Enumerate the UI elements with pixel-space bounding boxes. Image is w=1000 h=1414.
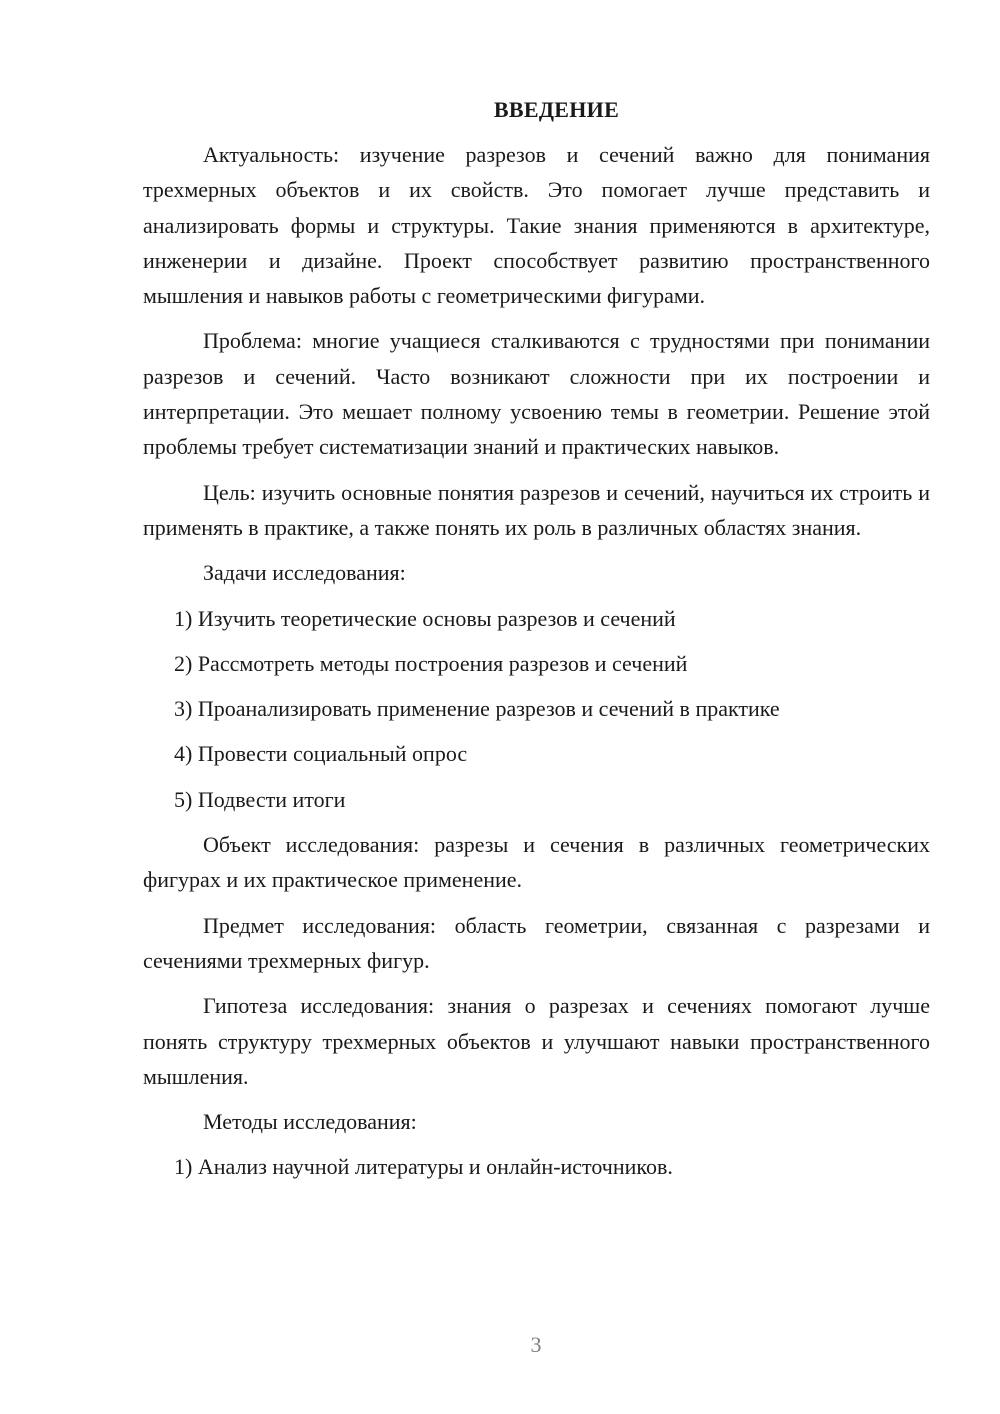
goal-paragraph: Цель: изучить основные понятия разрезов и сечений, научиться их строить и применять в практике, а также понять их роль в различных областях знания. (143, 479, 930, 540)
page-number: 3 (530, 1332, 542, 1357)
task-item-2: 2) Рассмотреть методы построения разрезов и сечений (174, 650, 688, 676)
task-item-4: 4) Провести социальный опрос (174, 741, 468, 767)
page-title: ВВЕДЕНИЕ (493, 97, 620, 122)
tasks-heading: Задачи исследования: (203, 560, 406, 586)
problem-paragraph: Проблема: многие учащиеся сталкиваются с трудностями при понимании разрезов и сечений. Часто возникают сложности при их построении и интерпретации. Это мешает полному усвоению темы в геометрии. Решение этой проблемы требует систематизации знаний и практических навыков. (143, 328, 930, 460)
object-paragraph: Объект исследования: разрезы и сечения в различных геометрических фигурах и их практическое применение. (143, 832, 930, 893)
subject-paragraph: Предмет исследования: область геометрии, связанная с разрезами и сечениями трехмерных фигур. (143, 912, 930, 973)
relevance-paragraph: Актуальность: изучение разрезов и сечений важно для понимания трехмерных объектов и их свойств. Это помогает лучше представить и анализировать формы и структуры. Такие знания применяются в архитектуре, инженерии и дизайне. Проект способствует развитию пространственного мышления и навыков работы с геометрическими фигурами. (143, 142, 930, 309)
method-item-1: 1) Анализ научной литературы и онлайн-источников. (174, 1154, 673, 1180)
hypothesis-paragraph: Гипотеза исследования: знания о разрезах и сечениях помогают лучше понять структуру трехмерных объектов и улучшают навыки пространственного мышления. (143, 993, 930, 1089)
task-item-1: 1) Изучить теоретические основы разрезов и сечений (174, 605, 676, 631)
task-item-5: 5) Подвести итоги (174, 786, 346, 812)
task-item-3: 3) Проанализировать применение разрезов и сечений в практике (174, 696, 780, 722)
methods-heading: Методы исследования: (203, 1109, 417, 1135)
